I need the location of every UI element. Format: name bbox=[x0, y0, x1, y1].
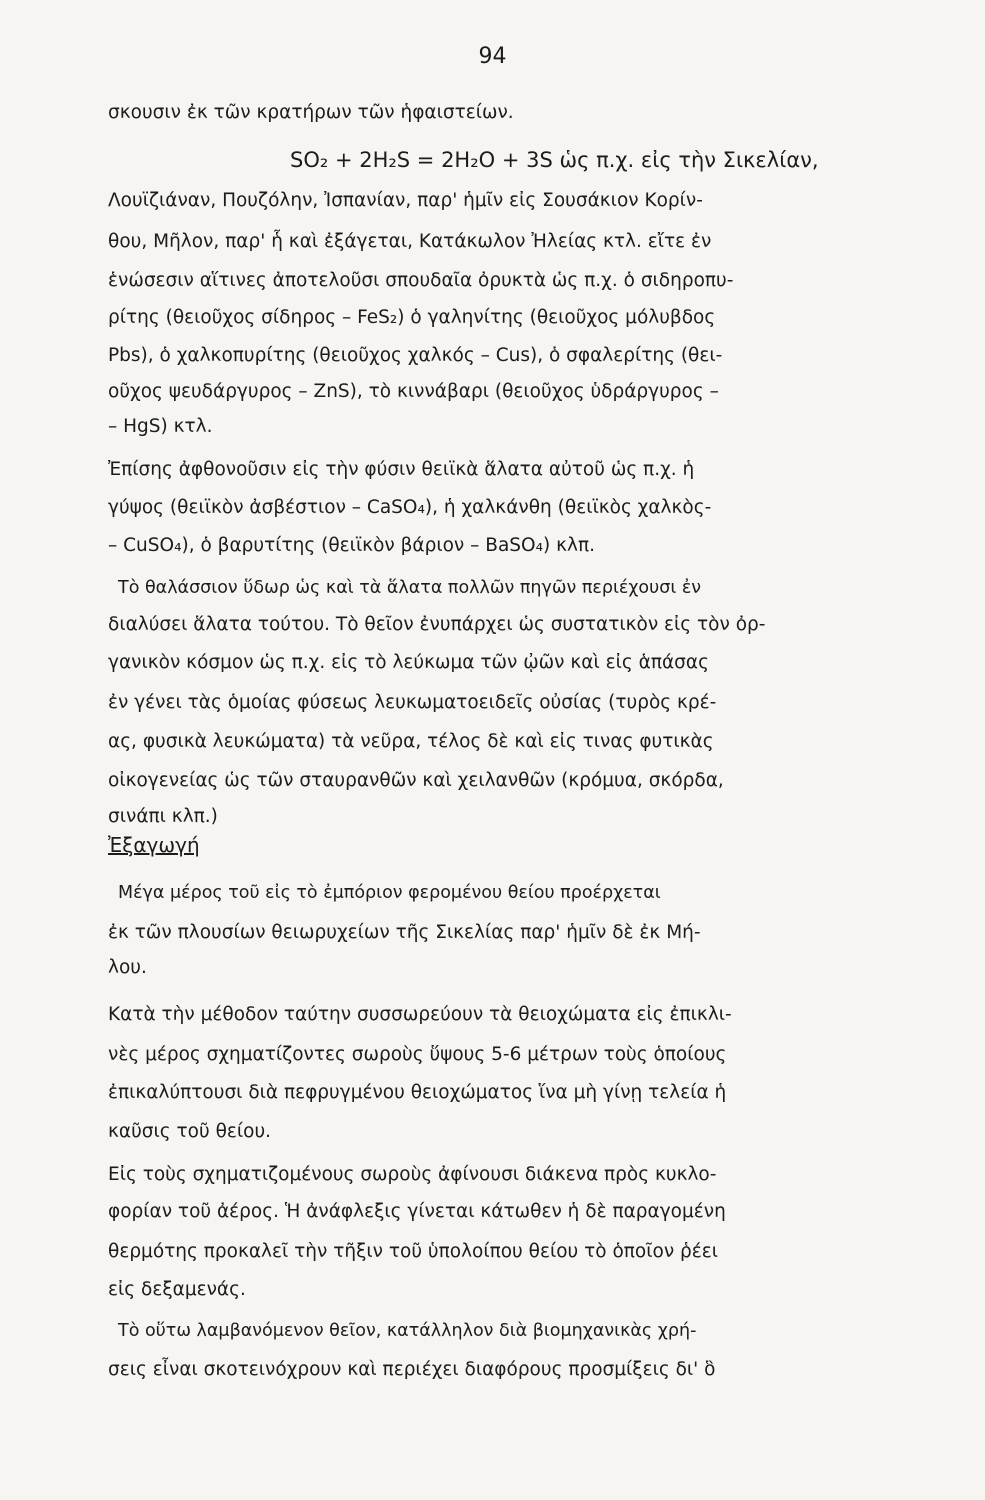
text-line: Εἰς τοὺς σχηματιζομένους σωροὺς ἀφίνουσι διάκενα πρὸς κυκλο- bbox=[108, 1164, 717, 1185]
text-line: γύψος (θειϊκὸν ἀσβέστιον – CaSO₄), ἡ χαλκάνθη (θειϊκὸς χαλκὸς- bbox=[108, 497, 712, 518]
section-heading: Ἐξαγωγή bbox=[108, 833, 200, 857]
text-line: Τὸ οὕτω λαμβανόμενον θεῖον, κατάλληλον διὰ βιομηχανικὰς χρή- bbox=[118, 1321, 697, 1341]
text-line: Κατὰ τὴν μέθοδον ταύτην συσσωρεύουν τὰ θειοχώματα εἰς ἐπικλι- bbox=[108, 1004, 732, 1025]
text-line: σεις εἶναι σκοτεινόχρουν καὶ περιέχει διαφόρους προσμίξεις δι' ὃ bbox=[108, 1359, 716, 1380]
text-line: – HgS) κτλ. bbox=[108, 416, 213, 437]
text-line: νὲς μέρος σχηματίζοντες σωροὺς ὕψους 5-6 μέτρων τοὺς ὁποίους bbox=[108, 1044, 727, 1065]
text-line: σινάπι κλπ.) bbox=[108, 806, 218, 827]
text-line: φορίαν τοῦ ἀέρος. Ἡ ἀνάφλεξις γίνεται κάτωθεν ἡ δὲ παραγομένη bbox=[108, 1201, 726, 1222]
chemical-equation: SO₂ + 2H₂S = 2H₂O + 3S ὡς π.χ. εἰς τὴν Σικελίαν, bbox=[290, 148, 819, 172]
text-line: ἐν γένει τὰς ὁμοίας φύσεως λευκωματοειδεῖς οὐσίας (τυρὸς κρέ- bbox=[108, 692, 717, 713]
page-number: 94 bbox=[478, 44, 507, 69]
text-line: λου. bbox=[108, 957, 147, 978]
text-line: θερμότης προκαλεῖ τὴν τῆξιν τοῦ ὑπολοίπου θείου τὸ ὁποῖον ῥέει bbox=[108, 1241, 719, 1262]
text-line: οῦχος ψευδάργυρος – ZnS), τὸ κιννάβαρι (θειοῦχος ὑδράργυρος – bbox=[108, 381, 719, 402]
text-line: Λουϊζιάναν, Πουζόλην, Ἰσπανίαν, παρ' ἡμῖν εἰς Σουσάκιον Κορίν- bbox=[108, 190, 703, 211]
text-line: – CuSO₄), ὁ βαρυτίτης (θειϊκὸν βάριον – BaSO₄) κλπ. bbox=[108, 535, 595, 556]
text-line: Τὸ θαλάσσιον ὕδωρ ὡς καὶ τὰ ἅλατα πολλῶν πηγῶν περιέχουσι ἐν bbox=[118, 578, 702, 598]
text-line: ας, φυσικὰ λευκώματα) τὰ νεῦρα, τέλος δὲ καὶ εἰς τινας φυτικὰς bbox=[108, 731, 714, 752]
text-line: Pbs), ὁ χαλκοπυρίτης (θειοῦχος χαλκός – Cus), ὁ σφαλερίτης (θει- bbox=[108, 345, 723, 366]
text-line: εἰς δεξαμενάς. bbox=[108, 1279, 246, 1300]
text-line: διαλύσει ἅλατα τούτου. Τὸ θεῖον ἐνυπάρχει ὡς συστατικὸν εἰς τὸν ὀρ- bbox=[108, 614, 766, 635]
text-line: οἰκογενείας ὡς τῶν σταυρανθῶν καὶ χειλανθῶν (κρόμυα, σκόρδα, bbox=[108, 770, 724, 791]
text-line: σκουσιν ἐκ τῶν κρατήρων τῶν ἡφαιστείων. bbox=[108, 102, 514, 123]
text-line: καῦσις τοῦ θείου. bbox=[108, 1121, 272, 1142]
text-line: Ἐπίσης ἀφθονοῦσιν εἰς τὴν φύσιν θειϊκὰ ἅλατα αὐτοῦ ὡς π.χ. ἡ bbox=[108, 459, 695, 480]
text-line: ρίτης (θειοῦχος σίδηρος – FeS₂) ὁ γαληνίτης (θειοῦχος μόλυβδος bbox=[108, 307, 716, 328]
text-line: γανικὸν κόσμον ὡς π.χ. εἰς τὸ λεύκωμα τῶν ᾠῶν καὶ εἰς ἁπάσας bbox=[108, 652, 709, 673]
text-line: ἐκ τῶν πλουσίων θειωρυχείων τῆς Σικελίας παρ' ἡμῖν δὲ ἐκ Μή- bbox=[108, 922, 701, 943]
text-line: ἐπικαλύπτουσι διὰ πεφρυγμένου θειοχώματος ἵνα μὴ γίνῃ τελεία ἡ bbox=[108, 1082, 727, 1103]
text-line: Μέγα μέρος τοῦ εἰς τὸ ἐμπόριον φερομένου θείου προέρχεται bbox=[118, 883, 661, 903]
text-line: θου, Μῆλον, παρ' ἧ καὶ ἐξάγεται, Κατάκωλον Ἠλείας κτλ. εἴτε ἐν bbox=[108, 231, 712, 252]
text-line: ἑνώσεσιν αἵτινες ἀποτελοῦσι σπουδαῖα ὀρυκτὰ ὡς π.χ. ὁ σιδηροπυ- bbox=[108, 270, 734, 291]
